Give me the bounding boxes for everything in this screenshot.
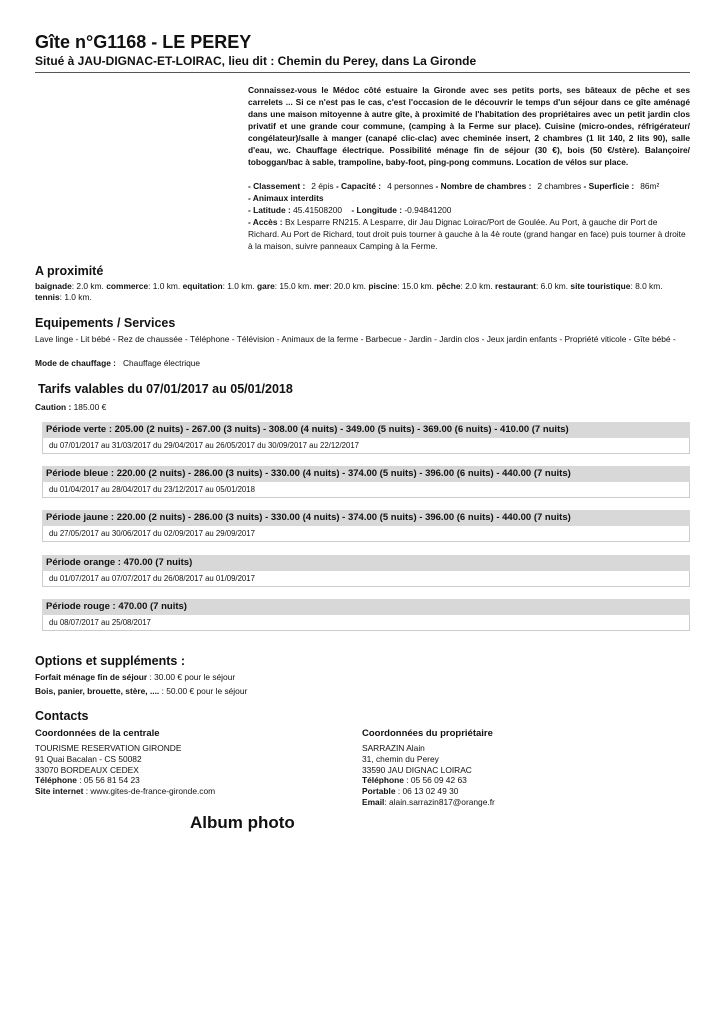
mobile-label: Portable [362,786,396,797]
caution-label: Caution : [35,402,72,412]
proximite-label: commerce [106,281,149,291]
period-title: Période verte : 205.00 (2 nuits) - 267.00 (3 nuits) - 308.00 (4 nuits) - 349.00 (5 nuits) - 369.00 (6 nuits) - 410.00 (7 nuits) [42,422,690,438]
proximite-label: piscine [368,281,398,291]
period-dates: du 07/01/2017 au 31/03/2017 du 29/04/2017 au 26/05/2017 du 30/09/2017 au 22/12/2017 [42,438,690,454]
proximite-label: gare [257,281,275,291]
chauffage-row [35,358,200,369]
proximite-label: site touristique [570,281,631,291]
header-divider [35,72,690,73]
coords-row [248,204,690,216]
contact-centrale [35,728,335,797]
proximite-value: : 1.0 km. [59,292,92,302]
phone-label: Téléphone [35,775,77,786]
proximite-value: : 2.0 km. [460,281,493,291]
proximite-list [35,281,690,303]
proximite-value: : 1.0 km. [222,281,255,291]
email-label: Email [362,796,385,807]
superficie-value: 86m² [640,181,660,191]
caution-row [35,402,106,413]
proximite-value: : 6.0 km. [535,281,569,291]
option-menage [35,672,235,683]
website-label: Site internet [35,786,84,797]
page-subtitle: Situé à JAU-DIGNAC-ET-LOIRAC, lieu dit : Chemin du Perey, dans La Gironde [35,54,477,68]
animaux-row [248,192,690,204]
period-verte [42,422,690,454]
website-link[interactable]: : www.gites-de-france-gironde.com [83,786,216,797]
options-heading: Options et suppléments : [35,654,186,668]
acces-row [248,216,690,252]
proximite-value: : 2.0 km. [71,281,104,291]
contact-mobile [362,786,662,797]
period-rouge [42,599,690,631]
contact-heading: Coordonnées de la centrale [35,728,160,739]
proximite-label: mer [313,281,330,291]
contact-name: SARRAZIN Alain [362,743,425,753]
chauffage-label: Mode de chauffage : [35,358,116,368]
proximite-value: : 15.0 km. [274,281,312,291]
option-label: Bois, panier, brouette, stère, .... [35,686,160,696]
equipements-list: Lave linge - Lit bébé - Rez de chaussée - Téléphone - Télévision - Animaux de la ferme - Barbecue - Jardin - Jardin clos - Jeux jardin enfants - Propriété viticole - Gîte bébé - [35,334,676,344]
page-title: Gîte n°G1168 - LE PEREY [35,32,252,52]
contact-phone [35,775,335,786]
period-title: Période bleue : 220.00 (2 nuits) - 286.00 (3 nuits) - 330.00 (4 nuits) - 374.00 (5 nuits) - 396.00 (6 nuits) - 440.00 (7 nuits) [42,466,690,482]
phone-label: Téléphone [362,775,404,786]
proximite-value: : 20.0 km. [329,281,367,291]
contact-phone [362,775,662,786]
chauffage-value: Chauffage électrique [122,358,201,368]
chambres-label: - Nombre de chambres : [435,181,532,191]
period-title: Période jaune : 220.00 (2 nuits) - 286.00 (3 nuits) - 330.00 (4 nuits) - 374.00 (5 nuits) - 396.00 (6 nuits) - 440.00 (7 nuits) [42,510,690,526]
option-label: Forfait ménage fin de séjour [35,672,148,682]
period-bleue [42,466,690,498]
contact-proprietaire [362,728,662,808]
contact-address2: 33070 BORDEAUX CEDEX [35,764,139,775]
period-dates: du 01/04/2017 au 28/04/2017 du 23/12/2017 au 05/01/2018 [42,482,690,498]
specs-row-main [248,180,690,192]
contact-heading: Coordonnées du propriétaire [362,728,493,739]
capacite-value: 4 personnes [387,181,434,191]
contact-address1: 31, chemin du Perey [362,753,439,764]
proximite-label: tennis [35,292,60,302]
email-link[interactable]: : alain.sarrazin817@orange.fr [384,796,495,807]
superficie-label: - Superficie : [583,181,635,191]
option-bois [35,686,247,697]
latitude-label: - Latitude : [248,205,291,215]
proximite-label: baignade [35,281,72,291]
contact-name: TOURISME RESERVATION GIRONDE [35,743,182,753]
period-dates: du 01/07/2017 au 07/07/2017 du 26/08/2017 au 01/09/2017 [42,571,690,587]
proximite-label: restaurant [494,281,536,291]
proximite-value: : 15.0 km. [397,281,434,291]
contact-email [362,797,662,808]
period-orange [42,555,690,587]
period-dates: du 08/07/2017 au 25/08/2017 [42,615,690,631]
contact-website [35,786,335,797]
description: Connaissez-vous le Médoc côté estuaire la Gironde avec ses petits ports, ses bâteaux de pêche et ses carrelets ... Si ce n'est pas le cas, c'est l'occasion de le découvrir le temps d'un séjour dans ce gîte aménagé dans une maison mitoyenne à autre gîte, à proximité de l'habitation des propriétaires avec un petit jardin clos privatif et une grande cour commune, (camping à la Ferme sur place). Cuisine (micro-ondes, réfrigérateur/ congélateur)/salle à manger (canapé clic-clac) avec cheminée insert, 2 chambres (1 lit 140, 2 lits 90), salle d'eau, wc. Chauffage électrique. Possibilité ménage fin de séjour (30 €), bois (50 €/stère). Balançoire/ toboggan/bac à sable, trampoline, baby-foot, ping-pong communs. Location de vélos sur place. [248,85,690,167]
mobile-value: : 06 13 02 49 30 [395,786,459,797]
classement-label: - Classement : [248,181,306,191]
proximite-label: equitation [182,281,223,291]
proximite-value: : 1.0 km. [148,281,181,291]
phone-value: : 05 56 81 54 23 [76,775,140,786]
option-value: : 50.00 € pour le séjour [159,686,248,696]
period-title: Période orange : 470.00 (7 nuits) [42,555,690,571]
specs-block [248,180,690,252]
phone-value: : 05 56 09 42 63 [403,775,467,786]
longitude-label: - Longitude : [351,205,403,215]
period-title: Période rouge : 470.00 (7 nuits) [42,599,690,615]
acces-value: Bx Lesparre RN215. A Lesparre, dir Jau Dignac Loirac/Port de Goulée. Au Port, à gauche dir Port de Richard. Au Port de Richard, tout droit puis tourner à gauche à la 4è route (grand hangar en face) puis tourner à droite à la maison, suivre panneaux Camping à la Ferme. [248,217,686,251]
proximite-value: : 8.0 km. [630,281,663,291]
caution-value: 185.00 € [73,402,107,412]
contact-address1: 91 Quai Bacalan - CS 50082 [35,753,142,764]
equipements-heading: Equipements / Services [35,316,176,330]
acces-label: - Accès : [248,217,283,227]
longitude-value: -0.94841200 [404,205,452,215]
tarifs-heading: Tarifs valables du 07/01/2017 au 05/01/2018 [38,382,293,396]
capacite-label: - Capacité : [335,181,382,191]
proximite-heading: A proximité [35,264,104,278]
contacts-heading: Contacts [35,709,89,723]
animaux-text: - Animaux interdits [248,193,324,203]
period-dates: du 27/05/2017 au 30/06/2017 du 02/09/2017 au 29/09/2017 [42,526,690,542]
latitude-value: 45.41508200 [293,205,343,215]
classement-value: 2 épis [311,181,334,191]
contact-address2: 33590 JAU DIGNAC LOIRAC [362,764,472,775]
chambres-value: 2 chambres [537,181,582,191]
option-value: : 30.00 € pour le séjour [147,672,236,682]
album-heading: Album photo [190,813,295,832]
proximite-label: pêche [436,281,461,291]
period-jaune [42,510,690,542]
